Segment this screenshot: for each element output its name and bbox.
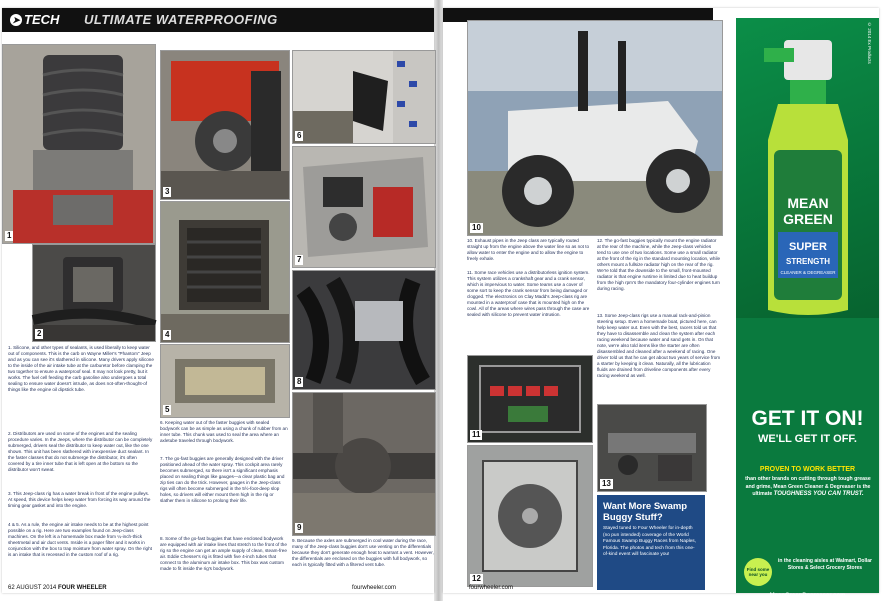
photo-differential [292,392,436,536]
ad-url[interactable]: MeanGreenDegreaser.com [769,593,846,599]
photo-recessed-intake [160,344,290,418]
brand-bottom: GREEN [783,211,833,227]
right-url: fourwheeler.com [469,585,514,591]
photo-rubber-seal [292,50,436,144]
caption-13: 13. Some Jeep-class rigs use a manual rack-and-pinion steering setup. Even a homemade boat, pictured here, can help keep water out. Even with the best, racers told us that they have to disassemble and clean the system after each racing weekend because water and sand gets in. On that note, we're also told items like the starter are often disassembled and cleaned after a weekend of racing. One driver told us that he can get about two years of service from a starter by keeping it clean. Naturally, all the lubrication fluids are drained from driveline components after every racing weekend as well. [597,313,721,378]
photo-cockpit [292,146,436,268]
photo-3-art [161,51,289,199]
left-url: fourwheeler.com [352,585,397,591]
photo-1-art [3,45,155,243]
sidebar-box [597,495,705,590]
caption-2: 2. Distributors are used on some of the engines and the sealing procedure varies. In the Jeeps, where the distributor can be completely submerged, drivers seal the distributor to keep water out, like the one shown. This unit has been slathered with inexpensive duct sealant. In the faster classes that do not submerge the distributor, it's often covered by a tire inner tube that is left open at the bottom so the distributor won't sweat. [8,431,153,472]
photo-2-art [33,245,155,341]
ad-headline-2: WE'LL GET IT OFF. [758,433,857,445]
page-number: 62 [8,585,15,591]
caption-7: 7. The go-fast buggies are generally designed with the driver positioned ahead of the water spray. This cockpit area rarely becomes submerged, so there isn't a significant emphasis placed on sealing things like gauges—a clear plastic bag and zip ties can do the trick. However, gauges in the Jeep-class rigs will often become submerged in the 5½-foot-deep slop holes, so drivers will either mount them high in the rig or slather them in silicone to prolong their life. [160,456,285,503]
photo-7-art [293,147,435,267]
photo-number: 8 [297,377,302,386]
caption-9: 9. Because the axles are submerged in cool water during the race, many of the Jeep-class buggies don't use venting on the differentials because they don't generate enough heat to warrant a vent. However, the differentials are enclosed on the buggies with full bodywork, so each is typically fitted with a filtered vent tube. [292,538,434,567]
photo-10-art [468,21,722,235]
photo-number: 6 [297,131,302,140]
photo-13-art [598,405,706,491]
photo-number: 9 [297,523,302,532]
ad-copyright: © 2014 Ex Products [867,22,872,64]
photo-number: 12 [472,574,481,583]
photo-12-art [468,446,592,586]
photo-number: 10 [472,223,481,232]
photo-number: 2 [37,329,42,338]
sidebar-body: Stayed tuned to Four Wheeler for in-depth (no pun intended) coverage of the World Famous Swamp Buggy Races from Naples, Florida. The photos and tech from this one-of-kind event will fascinate you! [603,526,697,557]
photo-radiator [467,445,593,587]
section-header [2,8,434,32]
photo-11-art [468,356,592,442]
find-near-you-badge: Find some near you [744,558,772,586]
photo-number: 11 [472,430,481,439]
photo-9-art [293,393,435,535]
product-line-1: SUPER [789,241,827,253]
photo-6-art [293,51,435,143]
issue-date: AUGUST 2014 [16,585,57,591]
tech-label [10,12,59,27]
photo-number: 4 [165,330,170,339]
photo-number: 7 [297,255,302,264]
caption-6: 6. Keeping water out of the faster buggies with sealed bodywork can be as simple as using a chunk of rubber from an inner tube. This chunk was used to seal the area where an axletube traveled through bodywork. [160,420,288,443]
photo-electronics-case [467,355,593,443]
photo-8-art [293,271,435,389]
photo-4-art [161,202,289,342]
sidebar-heading: Want More Swamp Buggy Stuff? [603,501,688,523]
section-name: TECH [24,12,60,27]
caption-10: 10. Exhaust pipes in the Jeep class are typically routed straight up from the engine above the water line so as not to allow water to enter the engine and to allow the engine to freely exhale. [467,238,590,261]
photo-number: 3 [165,187,170,196]
left-page [2,8,434,593]
photo-carburetor [2,44,156,244]
photo-air-intake-box [160,201,290,343]
gear-icon: ➤ [10,14,22,26]
caption-3: 3. This Jeep-class rig has a water break in front of the engine pulleys. At speed, this device helps keep water from forcing its way around the timing gear gasket and into the engine. [8,491,151,508]
advertisement [736,18,879,599]
product-line-3: CLEANER & DEGREASER [780,270,836,275]
ad-headline-1: GET IT ON! [751,407,864,430]
ad-description [744,476,872,499]
photo-number: 5 [165,405,170,414]
caption-4-5: 4 & 5. As a rule, the engine air intake needs to be at the highest point possible on a rig. Here are two examples found on Jeep-class machines. On the left is a homemade box made from ¼-inch-thick sheetmetal and air duct vents. Inside is a paper filter and it works in conjunction with the box to trap moisture from water spray. On the right is an intake that is recessed in the custom roof of a rig. [8,522,152,557]
photo-jeep-buggy [467,20,723,236]
product-line-2: STRENGTH [786,257,830,266]
ad-aisles: in the cleaning aisles at Walmart, Dollar Stores & Select Grocery Stores [777,558,872,571]
photo-steering [597,404,707,492]
ad-desc-text: than other brands on cutting through tough grease and grime, Mean Green Cleaner & Degreaser is the ultimate [745,476,871,497]
brand-top: MEAN [787,195,829,211]
caption-11: 11. Some race vehicles use a distributorless ignition system. This system utilizes a crankshaft gear and a crank sensor, which is impervious to water. Some teams use a cover of some sort to keep the crank sensor from being damaged or clogged. The electronics on Clay Madd's Jeep-class rig are mounted in a waterproof case that is mounted high on the cowl. All of the areas where wires pass through the case are sealed with silicone to prevent water intrusion. [467,270,590,317]
photo-number: 13 [602,479,611,488]
caption-8: 8. Some of the go-fast buggies that have enclosed bodywork are equipped with air intake lines that stretch to the front of the rig so the engine can get an ample supply of clean, steam-free air. Eddie Chesser's rig is fitted with five 4-inch tubes that connect to the aluminum air intake box. This box was custom made to fit inside the rig's bodywork. [160,536,287,571]
photo-intake-tubes [292,270,436,390]
spray-bottle-image [764,40,852,318]
photo-water-break [160,50,290,200]
caption-1: 1. Silicone, and other types of sealants, is used liberally to keep water out of components. This is the carb on Wayne Miller's "Phantom" Jeep and as you can see it's slathered in silicone. Many drivers apply silicone to the inside of the air intake tube at the carburetor before clamping the two together to ensure a waterproof seal. It may not look pretty, but it works. The fuel cell feeding the carb gasoline also undergoes a total sealing to ensure water doesn't intrude, as does not-often-thought-of things like the engine oil dipstick tube. [8,345,154,392]
right-page [443,8,879,599]
ad-tough: TOUGHNESS YOU CAN TRUST. [773,491,864,497]
photo-distributor [32,244,156,342]
photo-5-art [161,345,289,417]
ad-proven: PROVEN TO WORK BETTER [759,466,856,473]
caption-12: 12. The go-fast buggies typically mount the engine radiator at the rear of the machine, while the Jeep-class vehicles tend to use one of two locations. Some use a small radiator at the front of the rig in the standard mounting location, while others mount a fullsize radiator high on the rear of the rig. We're told that the downside to the small, front-mounted radiator is that engine runtime is limited due to heat buildup from the high rpm's the mandatory four-cylinder engines turn during racing. [597,238,721,291]
magazine-name: FOUR WHEELER [57,585,107,591]
article-title: ULTIMATE WATERPROOFING [84,12,278,27]
photo-number: 1 [7,231,12,240]
left-folio [8,585,107,591]
